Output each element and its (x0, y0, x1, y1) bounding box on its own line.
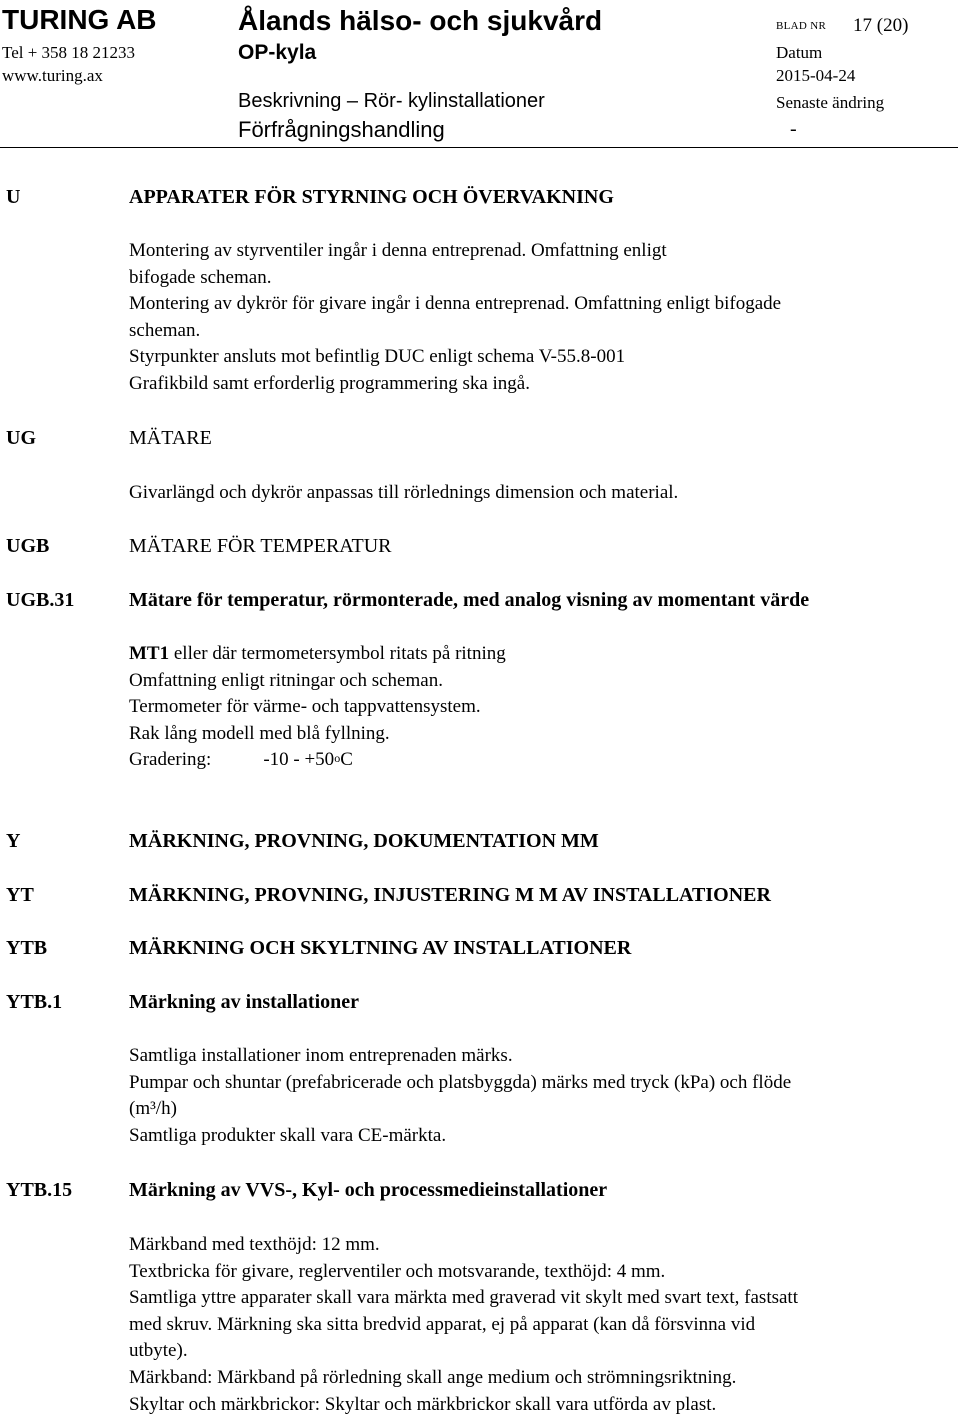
section-heading-yt: MÄRKNING, PROVNING, INJUSTERING M M AV INSTALLATIONER (129, 884, 771, 906)
section-code-ug: UG (6, 427, 36, 449)
section-body-ug (129, 480, 954, 507)
body-line: Styrpunkter ansluts mot befintlig DUC enligt schema V-55.8-001 (129, 346, 626, 368)
section-code-ytb1: YTB.1 (6, 991, 63, 1013)
section-heading-ug: MÄTARE (129, 427, 212, 449)
body-line: Montering av dykrör för givare ingår i denna entreprenad. Omfattning enligt bifogade (129, 293, 782, 315)
body-line: Termometer för värme- och tappvattensystem. (129, 696, 481, 718)
section-body-ytb15 (129, 1232, 954, 1418)
grading-label: Gradering: (129, 749, 212, 771)
client-name: Ålands hälso- och sjukvård (238, 5, 603, 36)
section-code-ytb: YTB (6, 937, 48, 959)
section-heading-u: APPARATER FÖR STYRNING OCH ÖVERVAKNING (129, 186, 614, 208)
body-line: med skruv. Märkning ska sitta bredvid apparat, ej på apparat (kan då försvinna vid (129, 1313, 756, 1335)
body-line: scheman. (129, 319, 201, 341)
body-line: Rak lång modell med blå fyllning. (129, 722, 390, 744)
body-line: Märkband med texthöjd: 12 mm. (129, 1234, 380, 1255)
body-line: Samtliga produkter skall vara CE-märkta. (129, 1124, 447, 1146)
document-description: Beskrivning – Rör- kylinstallationer (238, 90, 545, 112)
document-stage: Förfrågningshandling (238, 117, 445, 142)
body-line: Pumpar och shuntar (prefabricerade och platsbyggda) märks med tryck (kPa) och flöde (129, 1071, 792, 1093)
grading-line (129, 747, 954, 774)
body-line-mt1 (129, 641, 954, 668)
company-name: TURING AB (2, 4, 157, 35)
section-heading-y: MÄRKNING, PROVNING, DOKUMENTATION MM (129, 830, 599, 852)
sheet-number-label: BLAD NR (776, 20, 827, 32)
section-code-ytb15: YTB.15 (6, 1179, 73, 1201)
section-code-ugb31: UGB.31 (6, 589, 75, 611)
body-line: Givarlängd och dykrör anpassas till rörlednings dimension och material. (129, 482, 679, 503)
body-line: Märkband: Märkband på rörledning skall ange medium och strömningsriktning. (129, 1366, 737, 1388)
last-change-label: Senaste ändring (776, 93, 885, 112)
section-heading-ugb: MÄTARE FÖR TEMPERATUR (129, 535, 392, 557)
mt1-label: MT1 (129, 643, 170, 664)
company-website: www.turing.ax (2, 66, 103, 85)
body-line: Montering av styrventiler ingår i denna entreprenad. Omfattning enligt (129, 240, 667, 261)
company-phone: Tel + 358 18 21233 (2, 43, 136, 62)
grading-value: -10 - +50 (263, 749, 335, 771)
section-body-ytb1 (129, 1043, 954, 1149)
document-header (0, 0, 960, 148)
body-line: (m³/h) (129, 1098, 177, 1120)
section-heading-ytb1: Märkning av installationer (129, 991, 360, 1013)
body-line: Samtliga installationer inom entreprenaden märks. (129, 1045, 513, 1066)
section-heading-ugb31: Mätare för temperatur, rörmonterade, med analog visning av momentant värde (129, 589, 810, 611)
last-change-value: - (790, 118, 797, 140)
body-line: bifogade scheman. (129, 266, 272, 288)
date-value: 2015-04-24 (776, 66, 856, 85)
section-body-u (129, 238, 954, 398)
section-code-u: U (6, 186, 21, 208)
body-line: Textbricka för givare, reglerventiler och motsvarande, texthöjd: 4 mm. (129, 1260, 666, 1282)
section-code-yt: YT (6, 884, 34, 906)
header-divider (0, 147, 958, 148)
section-heading-ytb15: Märkning av VVS-, Kyl- och processmedieinstallationer (129, 1179, 608, 1201)
body-line: Omfattning enligt ritningar och scheman. (129, 669, 443, 691)
section-heading-ytb: MÄRKNING OCH SKYLTNING AV INSTALLATIONER (129, 937, 632, 959)
mt1-text: eller där termometersymbol ritats på ritning (169, 643, 506, 664)
date-label: Datum (776, 43, 823, 62)
project-name: OP-kyla (238, 41, 317, 64)
grading-unit: C (340, 749, 353, 771)
degree-symbol: o (334, 751, 341, 766)
sheet-number: 17 (20) (853, 15, 909, 36)
section-code-ugb: UGB (6, 535, 50, 557)
body-line: Samtliga yttre apparater skall vara märkta med graverad vit skylt med svart text, fastsatt (129, 1287, 798, 1309)
section-code-y: Y (6, 830, 21, 852)
body-line: Grafikbild samt erforderlig programmering ska ingå. (129, 372, 530, 394)
body-line: utbyte). (129, 1340, 188, 1362)
section-body-ugb31 (129, 641, 954, 774)
body-line: Skyltar och märkbrickor: Skyltar och märkbrickor skall vara utförda av plast. (129, 1393, 717, 1415)
